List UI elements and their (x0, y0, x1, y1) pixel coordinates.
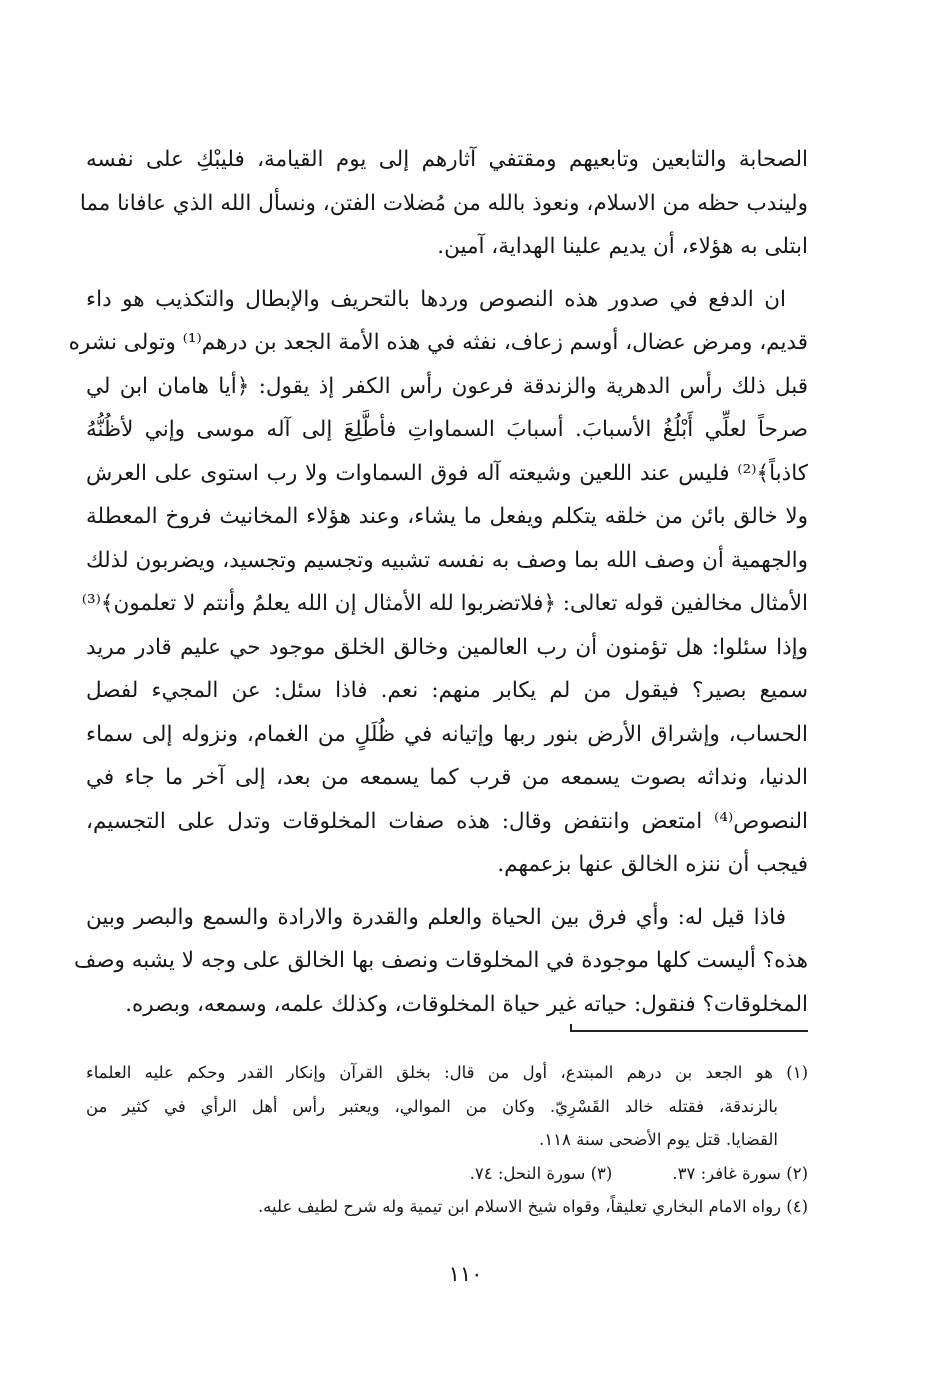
footnote-3: (٣) سورة النحل: ٧٤. (469, 1163, 613, 1183)
text-line: الدنيا، ونداثه بصوت يسمعه من قرب كما يسمعه من بعد، إلى آخر ما جاء في (86, 765, 808, 790)
paragraph-2 (68, 278, 808, 887)
text-line: ابتلى به هؤلاء، أن يديم علينا الهداية، آمين. (437, 234, 808, 259)
text-line: الحساب، وإشراق الأرض بنور ربها وإتيانه في ظُلَلٍ من الغمام، ونزوله إلى سماء (86, 721, 808, 747)
text-line: النصوص⁽⁴⁾ امتعض وانتفض وقال: هذه صفات المخلوقات وتدل على التجسيم، (86, 808, 808, 834)
footnotes (86, 1056, 808, 1224)
text-line: الأمثال مخالفين قوله تعالى: ﴿فلاتضربوا لله الأمثال إن الله يعلمُ وأنتم لا تعلمون﴾⁽³⁾ (81, 591, 808, 616)
text-line: فاذا قيل له: وأي فرق بين الحياة والعلم والقدرة والارادة والسمع والبصر وبين (86, 904, 786, 930)
text-line: والجهمية أن وصف الله بما وصف به نفسه تشبيه وتجسيم وتجسيد، ويضربون لذلك (86, 547, 808, 573)
paragraph-gap (86, 269, 808, 278)
paragraph-gap (86, 887, 808, 896)
footnote-line: (١) هو الجعد بن درهم المبتدع، أول من قال: بخلق القرآن وإنكار القدر وحكم عليه العلماء (86, 1063, 808, 1082)
text-line: هذه؟ أليست كلها موجودة في المخلوقات ونصف بها الخالق على وجه لا يشبه وصف (74, 948, 808, 973)
text-line: ولا خالق بائن من خلقه يتكلم ويفعل ما يشاء، وعند هؤلاء المخانيث فروخ المعطلة (86, 504, 808, 529)
main-text-body (68, 138, 808, 1026)
footnote-2: (٢) سورة غافر: ٣٧. (672, 1163, 808, 1183)
text-line: كاذباً﴾⁽²⁾ فليس عند اللعين وشيعته آله فوق السماوات ولا رب استوى على العرش (86, 460, 808, 486)
footnote-row-2-3 (86, 1157, 808, 1191)
text-line: صرحاً لعلِّي أَبْلُغُ الأسبابَ. أسبابَ السماواتِ فأطَّلِعَ إلى آله موسى وإني لأظُنُّهُ (86, 417, 808, 442)
text-line: ان الدفع في صدور هذه النصوص وردها بالتحريف والإبطال والتكذيب هو داء (86, 286, 786, 312)
text-line: قديم، ومرض عضال، أوسم زعاف، نفثه في هذه الأمة الجعد بن درهم⁽¹⁾ وتولى نشره (68, 330, 808, 355)
text-line: وليندب حظه من الاسلام، ونعوذ بالله من مُضلات الفتن، ونسأل الله الذي عافانا مما (79, 190, 808, 216)
footnote-4: (٤) رواه الامام البخاري تعليقاً، وقواه شيخ الاسلام ابن تيمية وله شرح لطيف عليه. (257, 1197, 808, 1216)
footnote-line: القضايا. قتل يوم الأضحى سنة ١١٨. (539, 1130, 778, 1149)
text-line: فيجب أن ننزه الخالق عنها بزعمهم. (497, 852, 808, 877)
text-line: سميع بصير؟ فيقول من لم يكابر منهم: نعم. فاذا سئل: عن المجيء لفصل (86, 678, 808, 703)
footnote-separator-rule (570, 1030, 808, 1032)
footnote-1 (86, 1056, 808, 1157)
text-line: الصحابة والتابعين وتابعيهم ومقتفي آثارهم إلى يوم القيامة، فليبْكِ على نفسه (86, 147, 808, 172)
text-line: وإذا سئلوا: هل تؤمنون أن رب العالمين وخالق الخلق موجود حي عليم قادر مريد (86, 634, 808, 660)
paragraph-3 (74, 896, 808, 1027)
footnote-separator-tick (570, 1024, 572, 1032)
text-line: المخلوقات؟ فنقول: حياته غير حياة المخلوقات، وكذلك علمه، وسمعه، وبصره. (125, 991, 808, 1017)
paragraph-1 (79, 138, 808, 269)
footnote-line: بالزندقة، فقتله خالد القَسْرِيّ. وكان من الموالي، ويعتبر رأس أهل الرأي في كثير من (86, 1096, 778, 1116)
page-number: ١١٠ (448, 1262, 483, 1286)
text-line: قبل ذلك رأس الدهرية والزندقة فرعون رأس الكفر إذ يقول: ﴿أيا هامان ابن لي (86, 373, 808, 399)
